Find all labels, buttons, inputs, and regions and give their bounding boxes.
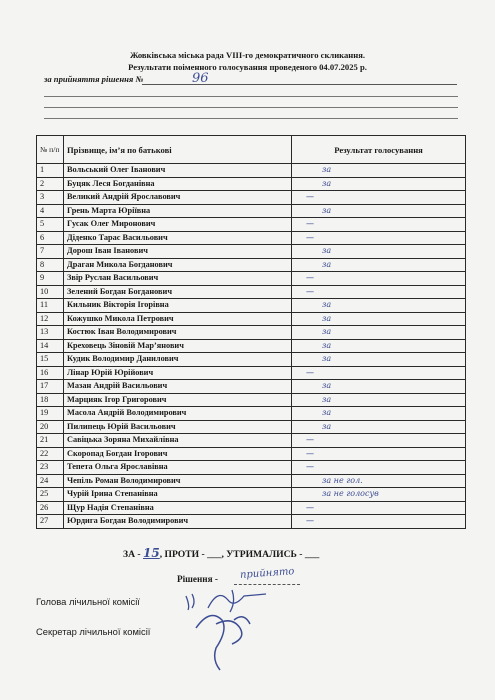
vote-result: — <box>292 285 466 299</box>
member-name: Великий Андрій Ярославович <box>64 191 292 205</box>
secretary-signature <box>188 604 258 676</box>
member-name: Кожушко Микола Петрович <box>64 312 292 326</box>
totals-against-abstain: , ПРОТИ - ___, УТРИМАЛИСЬ - ___ <box>159 549 320 560</box>
vote-result: за <box>292 326 466 340</box>
vote-totals <box>123 546 319 560</box>
vote-result: за <box>292 177 466 191</box>
votes-table-header <box>37 136 466 164</box>
member-name: Юрдига Богдан Володимирович <box>64 515 292 529</box>
member-name: Кильник Вікторія Ігорівна <box>64 299 292 313</box>
decision-label: Рішення - <box>177 574 218 584</box>
table-row <box>37 420 466 434</box>
member-name: Буцяк Леся Богданівна <box>64 177 292 191</box>
member-name: Звір Руслан Васильович <box>64 272 292 286</box>
column-header-vote: Результат голосування <box>292 136 466 164</box>
table-row <box>37 353 466 367</box>
row-number: 21 <box>37 434 64 448</box>
table-row <box>37 326 466 340</box>
vote-result: — <box>292 218 466 232</box>
table-row <box>37 339 466 353</box>
vote-result: за не голосув <box>292 488 466 502</box>
member-name: Щур Надія Степанівна <box>64 501 292 515</box>
vote-result: — <box>292 447 466 461</box>
row-number: 1 <box>37 164 64 178</box>
vote-result: за <box>292 420 466 434</box>
table-row <box>37 407 466 421</box>
table-row <box>37 488 466 502</box>
row-number: 9 <box>37 272 64 286</box>
member-name: Креховець Зіновій Мар’янович <box>64 339 292 353</box>
table-row <box>37 515 466 529</box>
results-title: Результати поіменного голосування проведеного 04.07.2025 р. <box>128 62 367 72</box>
vote-result: — <box>292 515 466 529</box>
member-name: Мазан Андрій Васильович <box>64 380 292 394</box>
vote-result: — <box>292 501 466 515</box>
table-row <box>37 312 466 326</box>
row-number: 16 <box>37 366 64 380</box>
totals-za-label: ЗА - <box>123 549 141 560</box>
member-name: Пилипець Юрій Васильович <box>64 420 292 434</box>
member-name: Дорош Іван Іванович <box>64 245 292 259</box>
row-number: 5 <box>37 218 64 232</box>
table-row <box>37 204 466 218</box>
decision-underline <box>234 584 300 585</box>
member-name: Діденко Тарас Васильович <box>64 231 292 245</box>
member-name: Масола Андрій Володимирович <box>64 407 292 421</box>
member-name: Тепета Ольга Ярославівна <box>64 461 292 475</box>
member-name: Грень Марта Юріївна <box>64 204 292 218</box>
member-name: Драган Микола Богданович <box>64 258 292 272</box>
commission-secretary-label: Секретар лічильної комісії <box>36 626 151 637</box>
member-name: Чурій Ірина Степанівна <box>64 488 292 502</box>
row-number: 3 <box>37 191 64 205</box>
table-row <box>37 164 466 178</box>
row-number: 23 <box>37 461 64 475</box>
votes-table <box>36 135 466 529</box>
table-row <box>37 380 466 394</box>
table-row <box>37 177 466 191</box>
row-number: 6 <box>37 231 64 245</box>
table-row <box>37 461 466 475</box>
row-number: 25 <box>37 488 64 502</box>
decision-number-underline <box>142 84 457 85</box>
row-number: 15 <box>37 353 64 367</box>
row-number: 27 <box>37 515 64 529</box>
row-number: 24 <box>37 474 64 488</box>
vote-result: — <box>292 231 466 245</box>
table-row <box>37 366 466 380</box>
vote-result: за <box>292 339 466 353</box>
blank-line <box>44 107 458 108</box>
table-row <box>37 299 466 313</box>
commission-head-label: Голова лічильної комісії <box>36 596 140 607</box>
vote-result: за <box>292 204 466 218</box>
row-number: 10 <box>37 285 64 299</box>
vote-result: за <box>292 393 466 407</box>
vote-result: — <box>292 272 466 286</box>
table-row <box>37 285 466 299</box>
member-name: Гусак Олег Миронович <box>64 218 292 232</box>
member-name: Савіцька Зоряна Михайлівна <box>64 434 292 448</box>
row-number: 17 <box>37 380 64 394</box>
row-number: 22 <box>37 447 64 461</box>
vote-result: — <box>292 191 466 205</box>
member-name: Кудик Володимир Данилович <box>64 353 292 367</box>
column-header-number: № п/п <box>37 136 64 164</box>
table-row <box>37 272 466 286</box>
blank-line <box>44 96 458 97</box>
vote-result: — <box>292 461 466 475</box>
column-header-name: Прізвище, ім’я по батькові <box>64 136 292 164</box>
member-name: Лінар Юрій Юрійович <box>64 366 292 380</box>
member-name: Зелений Богдан Богданович <box>64 285 292 299</box>
table-row <box>37 434 466 448</box>
member-name: Чепіль Роман Володимирович <box>64 474 292 488</box>
blank-line <box>44 118 458 119</box>
row-number: 19 <box>37 407 64 421</box>
council-title: Жовківська міська рада VIII-го демократичного скликання. <box>129 50 366 60</box>
row-number: 7 <box>37 245 64 259</box>
table-row <box>37 258 466 272</box>
decision-value-handwritten: прийнято <box>239 566 295 581</box>
row-number: 8 <box>37 258 64 272</box>
table-row <box>37 245 466 259</box>
vote-result: за не гол. <box>292 474 466 488</box>
table-row <box>37 501 466 515</box>
vote-result: — <box>292 366 466 380</box>
member-name: Скоропад Богдан Ігорович <box>64 447 292 461</box>
totals-za-value: 15 <box>143 546 160 560</box>
row-number: 18 <box>37 393 64 407</box>
member-name: Марцияк Ігор Григорович <box>64 393 292 407</box>
table-row <box>37 231 466 245</box>
table-row <box>37 218 466 232</box>
row-number: 2 <box>37 177 64 191</box>
row-number: 12 <box>37 312 64 326</box>
vote-result: за <box>292 380 466 394</box>
decision-number-label: за прийняття рішення № <box>44 74 144 84</box>
vote-result: за <box>292 312 466 326</box>
row-number: 4 <box>37 204 64 218</box>
vote-result: за <box>292 353 466 367</box>
row-number: 26 <box>37 501 64 515</box>
row-number: 20 <box>37 420 64 434</box>
row-number: 13 <box>37 326 64 340</box>
vote-result: за <box>292 407 466 421</box>
row-number: 11 <box>37 299 64 313</box>
vote-result: за <box>292 164 466 178</box>
member-name: Вольський Олег Іванович <box>64 164 292 178</box>
table-row <box>37 191 466 205</box>
vote-result: за <box>292 258 466 272</box>
vote-result: — <box>292 434 466 448</box>
table-row <box>37 447 466 461</box>
decision-number-handwritten: 96 <box>192 71 209 86</box>
row-number: 14 <box>37 339 64 353</box>
table-row <box>37 393 466 407</box>
vote-result: за <box>292 299 466 313</box>
vote-result: за <box>292 245 466 259</box>
table-row <box>37 474 466 488</box>
member-name: Костюк Іван Володимирович <box>64 326 292 340</box>
